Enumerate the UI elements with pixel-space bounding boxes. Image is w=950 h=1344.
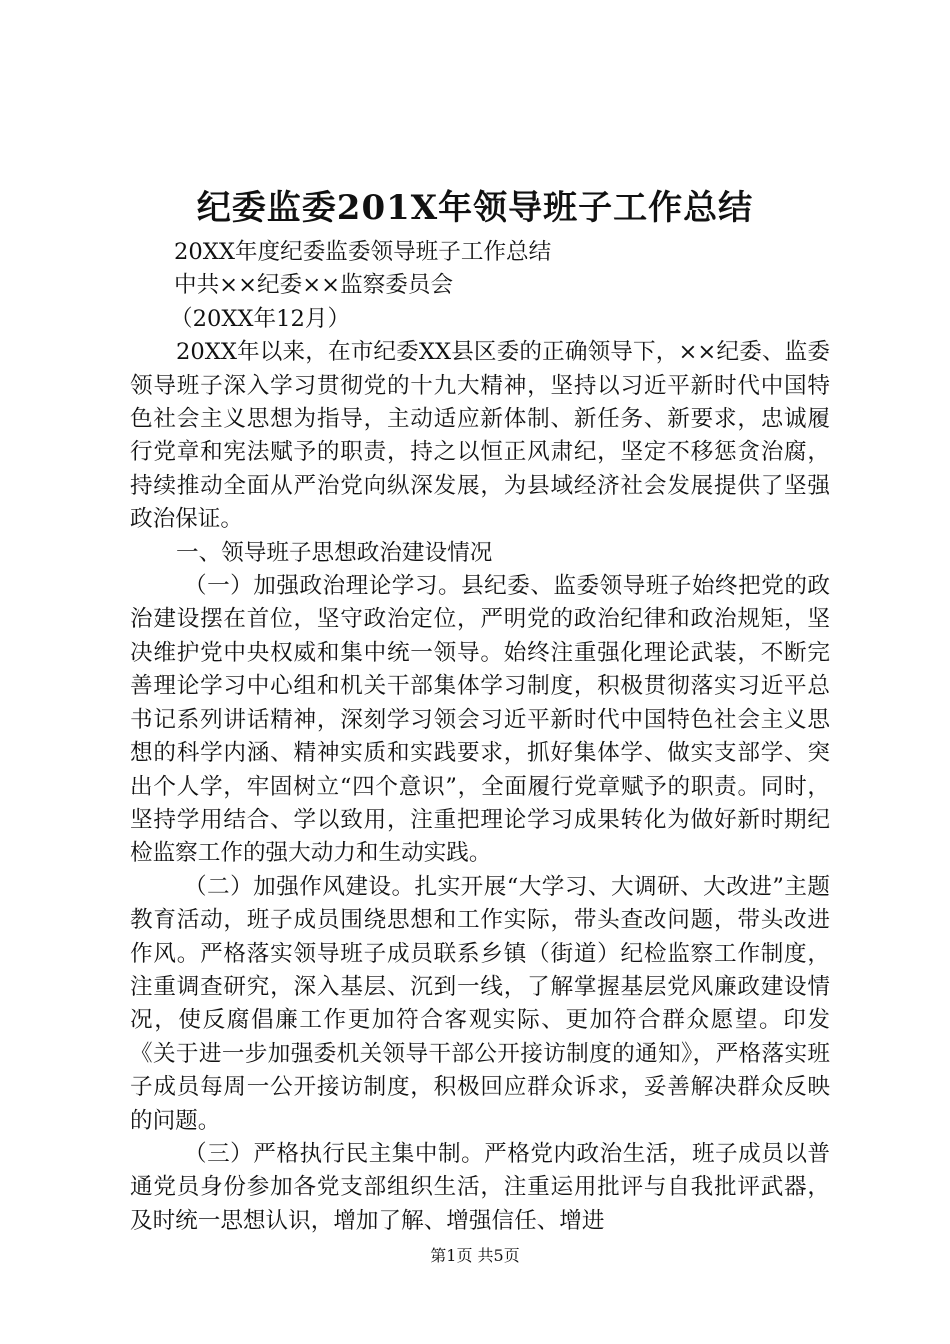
document-date: （20XX年12月） <box>170 305 351 332</box>
section-paragraph-1: （一）加强政治理论学习。县纪委、监委领导班子始终把党的政治建设摆在首位，坚守政治定位，严明党的政治纪律和政治规矩，坚决维护党中央权威和集中统一领导。始终注重强化理论武装，不断完善理论学习中心组和机关干部集体学习制度，积极贯彻落实习近平总书记系列讲话精神，深刻学习领会习近平新时代中国特色社会主义思想的科学内涵、精神实质和实践要求，抓好集体学、做实支部学、突出个人学，牢固树立“四个意识”，全面履行党章赋予的职责。同时，坚持学用结合、学以致用，注重把理论学习成果转化为做好新时期纪检监察工作的强大动力和生动实践。 <box>130 573 830 867</box>
section-paragraph-3: （三）严格执行民主集中制。严格党内政治生活，班子成员以普通党员身份参加各党支部组织生活，注重运用批评与自我批评武器，及时统一思想认识，增加了解、增强信任、增进 <box>130 1140 830 1234</box>
document-subtitle: 20XX年度纪委监委领导班子工作总结 <box>174 239 552 265</box>
document-title: 纪委监委201X年领导班子工作总结 <box>196 188 754 228</box>
document-body <box>130 236 830 1238</box>
page-indicator: 第1页 共5页 <box>430 1246 520 1265</box>
section-paragraph-2: （二）加强作风建设。扎实开展“大学习、大调研、大改进”主题教育活动，班子成员围绕思想和工作实际，带头查改问题，带头改进作风。严格落实领导班子成员联系乡镇（街道）纪检监察工作制度，注重调查研究，深入基层、沉到一线，了解掌握基层党风廉政建设情况，使反腐倡廉工作更加符合客观实际、更加符合群众愿望。印发《关于进一步加强委机关领导干部公开接访制度的通知》，严格落实班子成员每周一公开接访制度，积极回应群众诉求，妥善解决群众反映的问题。 <box>130 873 830 1134</box>
document-issuer: 中共××纪委××监察委员会 <box>174 272 454 299</box>
section-heading: 一、领导班子思想政治建设情况 <box>176 539 493 566</box>
intro-paragraph: 20XX年以来，在市纪委XX县区委的正确领导下，××纪委、监委领导班子深入学习贯彻党的十九大精神，坚持以习近平新时代中国特色社会主义思想为指导，主动适应新体制、新任务、新要求，忠诚履行党章和宪法赋予的职责，持之以恒正风肃纪，坚定不移惩贪治腐，持续推动全面从严治党向纵深发展，为县域经济社会发展提供了坚强政治保证。 <box>130 339 830 533</box>
